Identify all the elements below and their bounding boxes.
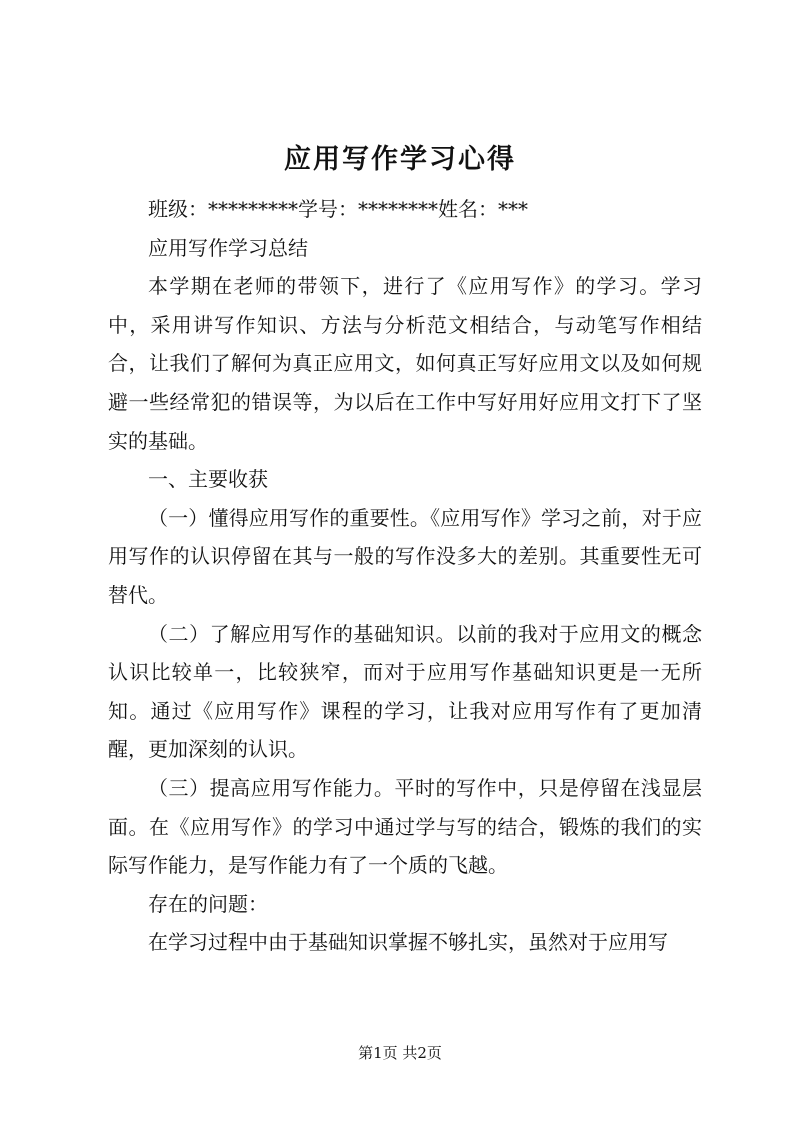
section-heading: 一、主要收获 [148,467,268,492]
paragraph: （二）了解应用写作的基础知识。以前的我对于应用文的概念认识比较单一，比较狭窄，而对于应用写作基础知识更是一无所知。通过《应用写作》课程的学习，让我对应用写作有了更加清醒，更加深刻的认识。 [108,621,702,762]
paragraph: 应用写作学习总结 [148,235,308,260]
paragraph: （一）懂得应用写作的重要性。《应用写作》学习之前，对于应用写作的认识停留在其与一般的写作没多大的差别。其重要性无可替代。 [108,505,702,607]
paragraph: 本学期在老师的带领下，进行了《应用写作》的学习。学习中，采用讲写作知识、方法与分析范文相结合，与动笔写作相结合，让我们了解何为真正应用文，如何真正写好应用文以及如何规避一些经常犯的错误等，为以后在工作中写好用好应用文打下了坚实的基础。 [108,274,702,453]
document-body [108,190,702,962]
paragraph: （三）提高应用写作能力。平时的写作中，只是停留在浅显层面。在《应用写作》的学习中通过学与写的结合，锻炼的我们的实际写作能力，是写作能力有了一个质的飞越。 [108,775,702,878]
paragraph: 在学习过程中由于基础知识掌握不够扎实，虽然对于应用写 [148,930,668,955]
page-number-footer: 第1页 共2页 [358,1044,442,1062]
class-id-name-line: 班级：*********学号：********姓名：*** [148,197,528,221]
section-heading: 存在的问题： [148,891,268,916]
document-title: 应用写作学习心得 [284,144,516,175]
